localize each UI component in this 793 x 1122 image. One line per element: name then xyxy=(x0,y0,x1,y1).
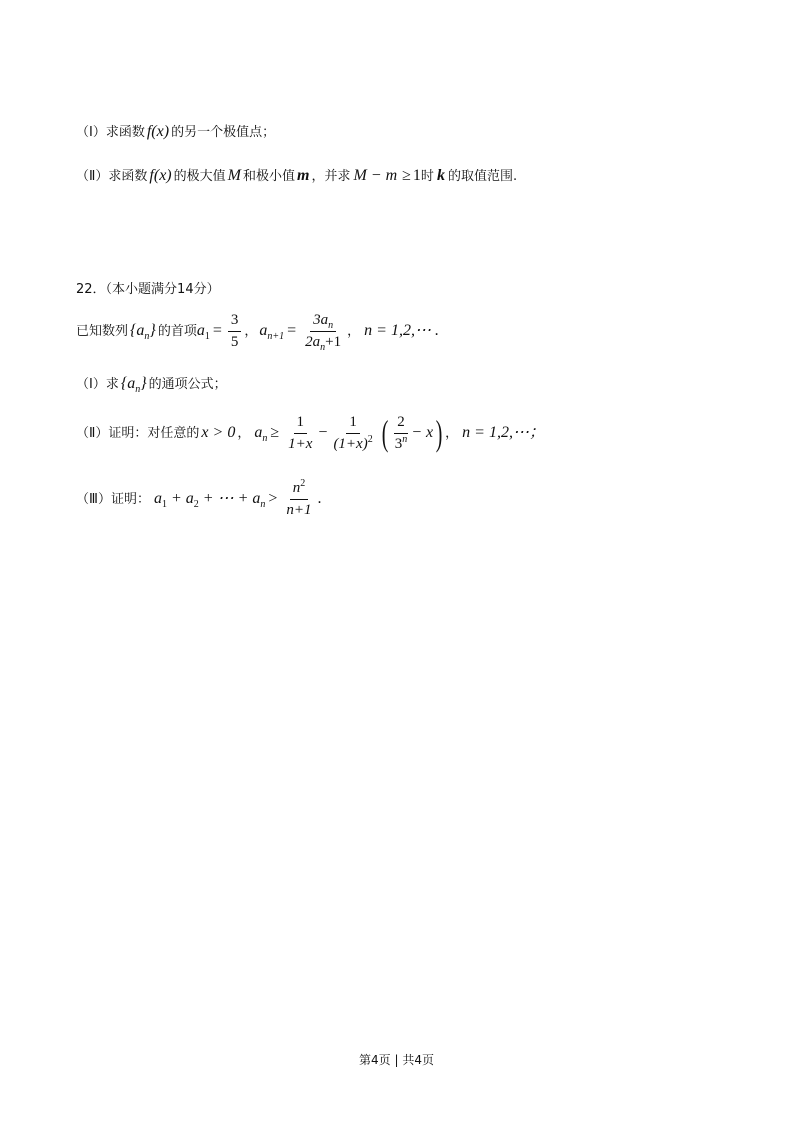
problem-22-given xyxy=(76,312,439,353)
part-ii-text-3: 和极小值 xyxy=(242,168,295,184)
part-ii-text-1: 求函数 xyxy=(108,168,148,184)
given-n-range: n = 1,2,⋯ . xyxy=(364,322,439,339)
p22-part-ii-comma: ， xyxy=(237,425,251,441)
part-ii-m: m xyxy=(296,167,310,184)
part-i-text-2: 的另一个极值点； xyxy=(171,124,276,140)
part-ii-fx: f(x) xyxy=(149,167,172,184)
p22-part-ii-n-range: n = 1,2,⋯； xyxy=(462,424,545,441)
p22-part-ii-cond: x > 0 xyxy=(201,424,236,441)
p22-part-i-seq: $\{a_n\}$ xyxy=(120,375,147,396)
p22-part-ii-ge: ≥ xyxy=(270,424,280,441)
p22-part-ii-frac-2: $\frac{1}{(1+x)^2}$ xyxy=(333,414,373,452)
part-ii-one: 1 xyxy=(412,167,421,184)
p22-part-ii-minus: − xyxy=(318,424,328,441)
given-text-1: 已知数列 xyxy=(76,323,129,339)
part-i-text-1: 求函数 xyxy=(105,124,145,140)
p22-part-iii-lhs: $a_1 + a_2$ + ⋯ + $a_n$ xyxy=(153,490,266,511)
p22-part-ii-minus-x: − x xyxy=(411,424,434,441)
part-i-fx: f(x) xyxy=(146,123,170,140)
part-ii-text-4: ，并求 xyxy=(311,168,351,184)
part-ii-k: k xyxy=(436,167,445,184)
part-ii-expr: M − m xyxy=(353,167,398,184)
given-comma-2: ， xyxy=(347,323,361,339)
p22-part-ii-right-paren: ) xyxy=(435,413,443,453)
p22-part-ii-comma-2: ， xyxy=(445,425,459,441)
p22-part-ii-an: $a_n$ xyxy=(254,424,268,445)
part-ii-text-2: 的极大值 xyxy=(173,168,226,184)
part-ii-text-6: 的取值范围. xyxy=(447,168,518,184)
p22-part-i-text-1: 求 xyxy=(105,376,119,392)
problem-22-part-ii xyxy=(76,414,545,452)
p22-part-ii-label: （Ⅱ） xyxy=(76,425,109,441)
given-fraction-3-5: $\frac{3}{5}$ xyxy=(228,312,242,350)
problem-22-part-iii xyxy=(76,480,322,518)
part-ii-label: （Ⅱ） xyxy=(76,168,109,184)
page-footer: 第4页 | 共4页 xyxy=(359,1053,434,1067)
given-eq-2: = xyxy=(287,322,297,339)
p22-part-iii-period: . xyxy=(317,490,322,507)
problem-22-header xyxy=(76,283,220,296)
p22-part-i-label: （Ⅰ） xyxy=(76,376,106,392)
given-recurrence-fraction: $\frac{3a_n}{2a_n+1}$ xyxy=(305,312,342,353)
p22-part-i-text-2: 的通项公式； xyxy=(148,376,227,392)
part-ii-ge: ≥ xyxy=(402,167,411,184)
given-an1: $a_{n+1}$ xyxy=(259,322,285,343)
p22-part-ii-frac-1: $\frac{1}{1+x}$ xyxy=(288,414,313,452)
p22-part-iii-gt: > xyxy=(268,490,278,507)
part-ii-text-5: 时 xyxy=(420,168,434,184)
given-seq: $\{a_n\}$ xyxy=(130,322,156,343)
part-i-label: （Ⅰ） xyxy=(76,124,106,140)
problem-22-number: 22．（本小题满分14分） xyxy=(76,282,220,297)
p22-part-iii-frac: $\frac{n^2}{n+1}$ xyxy=(286,478,312,518)
given-eq: = xyxy=(212,322,222,339)
given-text-2: 的首项 xyxy=(157,323,197,339)
p22-part-iii-label: （Ⅲ） xyxy=(76,491,111,507)
p22-part-ii-text-1: 证明：对任意的 xyxy=(108,425,200,441)
problem-22-part-i xyxy=(76,375,227,396)
part-i-question xyxy=(76,124,275,140)
p22-part-iii-text-1: 证明： xyxy=(110,491,150,507)
p22-part-ii-left-paren: ( xyxy=(381,413,389,453)
part-ii-M: M xyxy=(227,167,241,184)
part-ii-question xyxy=(76,168,517,184)
given-comma: ， xyxy=(244,323,258,339)
p22-part-ii-frac-3: $\frac{2}{3^n}$ xyxy=(394,414,408,452)
given-a1: $a_1$ xyxy=(196,322,210,343)
